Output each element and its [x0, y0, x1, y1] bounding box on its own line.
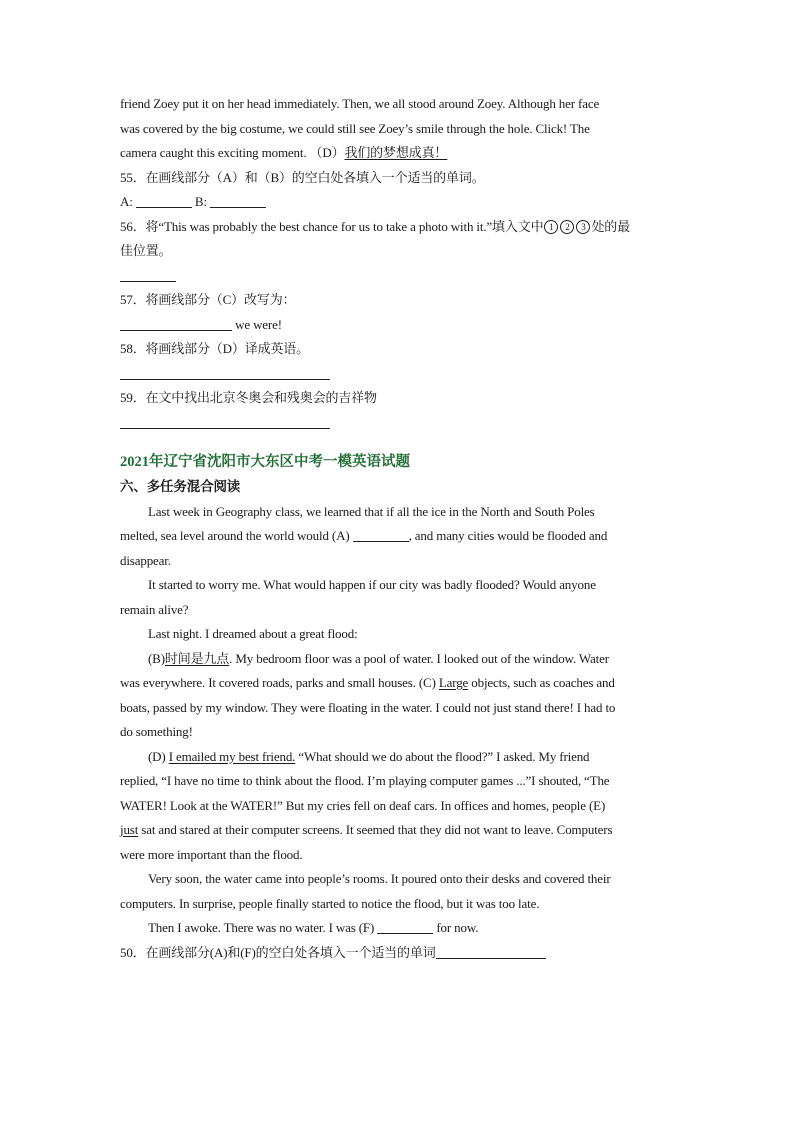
underlined-c: Large — [438, 675, 469, 690]
passage-line: do something! — [120, 724, 193, 739]
answer-tail: we were! — [235, 316, 282, 332]
question-56-cont: 佳位置。 — [120, 243, 172, 258]
label-b: B: — [194, 194, 207, 209]
passage-text: was everywhere. It covered roads, parks and small houses. (C) — [120, 675, 439, 690]
passage-text: for now. — [436, 920, 479, 935]
passage-line — [120, 671, 676, 696]
answer-line-56 — [120, 264, 676, 289]
passage-line — [120, 745, 676, 770]
passage-line: replied, “I have no time to think about the flood. I’m playing computer games ...”I shouted, “The — [120, 773, 610, 788]
answer-line-55 — [120, 190, 676, 215]
passage-line: computers. In surprise, people finally started to notice the flood, but it was too late. — [120, 895, 540, 911]
passage-line — [120, 524, 676, 549]
blank-a[interactable] — [353, 526, 409, 542]
passage-line: It started to worry me. What would happen if our city was badly flooded? Would anyone — [148, 577, 596, 592]
passage-text: “What should we do about the flood?” I asked. My friend — [295, 748, 590, 764]
passage-line — [120, 916, 676, 941]
question-50 — [120, 941, 676, 966]
passage-line: Last night. I dreamed about a great flood: — [148, 626, 358, 641]
passage-text: camera caught this exciting moment. （D） — [120, 145, 345, 160]
answer-line-59 — [120, 411, 676, 436]
passage-text: , and many cities would be flooded and — [408, 528, 608, 543]
passage-text: (D) — [148, 748, 169, 764]
underlined-d: 我们的梦想成真！ — [344, 145, 448, 160]
passage-line — [120, 141, 676, 166]
passage-text: objects, such as coaches and — [468, 675, 615, 690]
blank-f[interactable] — [377, 918, 433, 934]
answer-line-58 — [120, 362, 676, 387]
answer-blank-57[interactable] — [120, 315, 232, 331]
passage-line: Last week in Geography class, we learned that if all the ice in the North and South Poles — [148, 503, 595, 519]
passage-text: Then I awoke. There was no water. I was (F) — [148, 920, 375, 935]
section-title: 六、多任务混合阅读 — [120, 479, 241, 494]
question-58: 58．将画线部分（D）译成英语。 — [120, 341, 309, 356]
underlined-d: I emailed my best friend. — [168, 748, 296, 764]
answer-line-57 — [120, 313, 676, 338]
question-text: 50．在画线部分(A)和(F)的空白处各填入一个适当的单词 — [120, 944, 436, 960]
underlined-b: 时间是九点 — [164, 650, 230, 666]
circle-mark: 1 — [544, 220, 558, 234]
exam-title: 2021年辽宁省沈阳市大东区中考一模英语试题 — [120, 454, 410, 470]
passage-line: disappear. — [120, 552, 171, 568]
passage-line: Very soon, the water came into people’s rooms. It poured onto their desks and covered their — [148, 871, 611, 886]
question-56 — [120, 215, 676, 240]
answer-blank-50[interactable] — [436, 943, 546, 959]
question-57: 57．将画线部分（C）改写为： — [120, 292, 296, 307]
answer-blank-a[interactable] — [136, 192, 192, 208]
passage-line: WATER! Look at the WATER!” But my cries fell on deaf cars. In offices and homes, people (E) — [120, 797, 606, 813]
passage-text: sat and stared at their computer screens. It seemed that they did not want to leave. Computers — [138, 822, 613, 837]
passage-line: boats, passed by my window. They were floating in the water. I could not just stand there! I had to — [120, 699, 616, 715]
passage-line: remain alive? — [120, 601, 189, 617]
answer-blank-b[interactable] — [210, 192, 266, 208]
circle-mark: 3 — [576, 220, 590, 234]
circle-mark: 2 — [560, 220, 574, 234]
passage-line: were more important than the flood. — [120, 846, 303, 862]
underlined-e: just — [120, 822, 139, 837]
passage-line: friend Zoey put it on her head immediately. Then, we all stood around Zoey. Although her face — [120, 96, 600, 111]
answer-blank-56[interactable] — [120, 266, 176, 282]
passage-text: . My bedroom floor was a pool of water. I looked out of the window. Water — [229, 650, 609, 666]
passage-text: melted, sea level around the world would (A) — [120, 528, 350, 543]
question-55: 55．在画线部分（A）和（B）的空白处各填入一个适当的单词。 — [120, 169, 485, 185]
answer-blank-58[interactable] — [120, 364, 330, 380]
passage-line: was covered by the big costume, we could still see Zoey’s smile through the hole. Click! The — [120, 120, 590, 136]
passage-line — [120, 818, 676, 843]
passage-text: (B) — [148, 650, 165, 666]
question-59: 59．在文中找出北京冬奥会和残奥会的吉祥物 — [120, 390, 377, 405]
question-text: 处的最 — [591, 218, 630, 234]
passage-line — [120, 647, 676, 672]
question-text: 56．将“This was probably the best chance for us to take a photo with it.”填入文中 — [120, 218, 544, 234]
answer-blank-59[interactable] — [120, 413, 330, 429]
label-a: A: — [120, 194, 133, 209]
document-content — [120, 92, 676, 965]
